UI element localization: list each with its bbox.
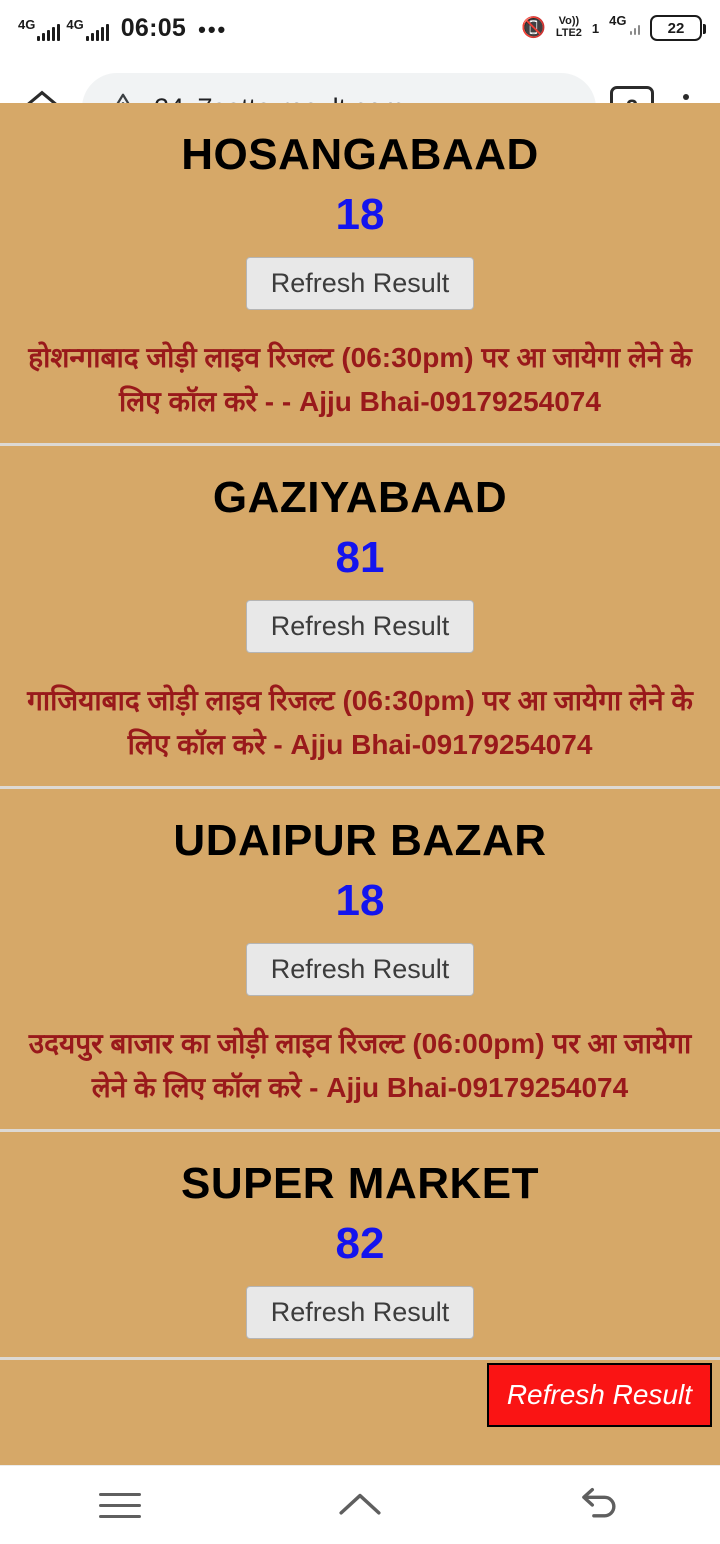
refresh-result-button[interactable]: Refresh Result	[246, 257, 475, 310]
market-title: SUPER MARKET	[180, 1158, 540, 1208]
status-bar-clock: 06:05	[120, 13, 187, 42]
results-list	[0, 103, 720, 1360]
signal-indicator-sim3	[609, 12, 640, 35]
market-title: HOSANGABAAD	[181, 130, 539, 179]
result-card	[0, 789, 720, 1132]
status-bar	[0, 0, 720, 56]
market-result-number: 18	[335, 190, 385, 239]
result-card	[0, 103, 720, 446]
network-type-label-2: 4G	[66, 16, 84, 32]
network-type-label-1: 4G	[18, 16, 36, 32]
battery-level-label: 22	[667, 19, 685, 37]
status-bar-overflow-icon: •••	[198, 16, 228, 42]
android-navigation-bar	[0, 1465, 720, 1544]
webpage-viewport[interactable]	[0, 130, 720, 1465]
result-card	[0, 1132, 720, 1360]
sim-index-label: 1	[591, 20, 600, 36]
refresh-result-button[interactable]: Refresh Result	[246, 600, 475, 653]
battery-icon	[650, 15, 702, 41]
signal-indicator-sim2	[66, 16, 108, 41]
vibrate-icon: 📵	[520, 17, 546, 39]
signal-bars-icon-3	[630, 23, 641, 35]
refresh-result-button[interactable]: Refresh Result	[246, 1286, 475, 1339]
result-card	[0, 446, 720, 789]
market-notice-text: होशन्गाबाद जोड़ी लाइव रिजल्ट (06:30pm) पर आ जायेगा लेने के लिए कॉल करे - - Ajju Bhai-09179254074	[28, 342, 692, 417]
signal-indicator-sim1	[18, 16, 60, 41]
market-notice-text: गाजियाबाद जोड़ी लाइव रिजल्ट (06:30pm) पर आ जायेगा लेने के लिए कॉल करे - Ajju Bhai-09179254074	[27, 685, 693, 760]
market-result-number: 81	[335, 532, 385, 582]
refresh-result-button[interactable]: Refresh Result	[246, 943, 475, 996]
home-icon[interactable]	[300, 1475, 420, 1535]
market-result-number: 18	[335, 875, 385, 925]
market-result-number: 82	[335, 1218, 385, 1268]
market-title: GAZIYABAAD	[212, 472, 508, 522]
signal-bars-icon-1	[37, 23, 60, 41]
market-title: UDAIPUR BAZAR	[173, 815, 547, 865]
status-bar-right	[520, 12, 702, 41]
network-type-label-3: 4G	[609, 12, 627, 28]
back-icon[interactable]	[540, 1475, 660, 1535]
recents-icon[interactable]	[60, 1475, 180, 1535]
status-bar-left	[18, 13, 521, 42]
floating-refresh-result-button[interactable]: Refresh Result	[487, 1363, 712, 1427]
volte-icon: Vo)) LTE2	[555, 15, 582, 39]
market-notice-text: उदयपुर बाजार का जोड़ी लाइव रिजल्ट (06:00pm) पर आ जायेगा लेने के लिए कॉल करे - Ajju Bhai-09179254074	[28, 1028, 692, 1103]
signal-bars-icon-2	[86, 23, 109, 41]
